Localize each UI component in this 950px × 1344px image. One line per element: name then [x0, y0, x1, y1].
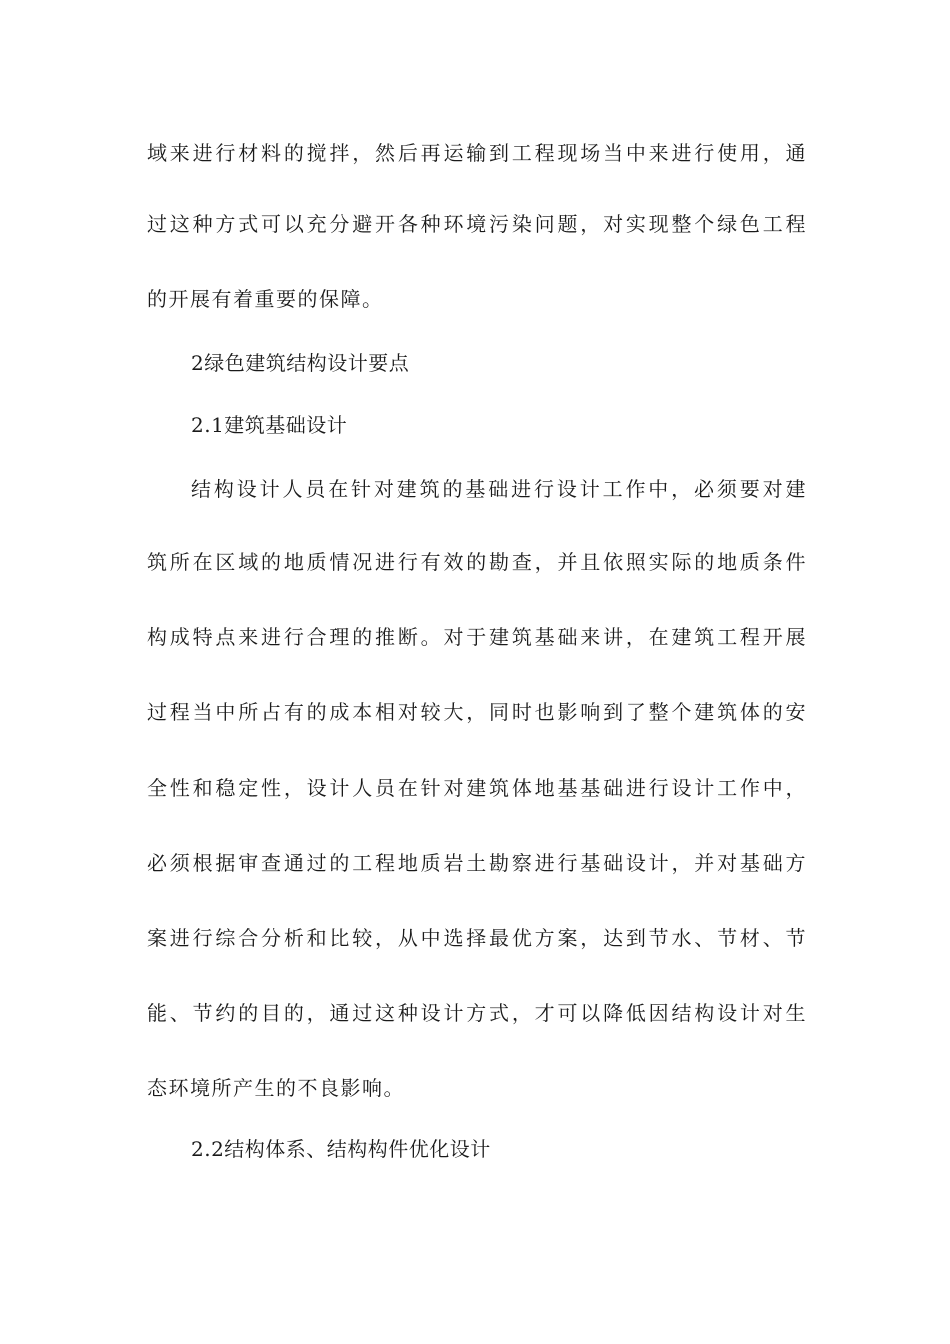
paragraph-line: 态环境所产生的不良影响。 [147, 1076, 405, 1100]
paragraph-line: 过这种方式可以充分避开各种环境污染问题，对实现整个绿色工程 [147, 212, 807, 236]
paragraph-line: 能、节约的目的，通过这种设计方式，才可以降低因结构设计对生 [147, 1001, 807, 1025]
paragraph-line: 构成特点来进行合理的推断。对于建筑基础来讲，在建筑工程开展 [147, 625, 807, 649]
paragraph-line: 全性和稳定性，设计人员在针对建筑体地基基础进行设计工作中， [147, 776, 807, 800]
paragraph-line: 案进行综合分析和比较，从中选择最优方案，达到节水、节材、节 [147, 926, 807, 950]
paragraph-line: 的开展有着重要的保障。 [147, 287, 384, 311]
paragraph-line: 过程当中所占有的成本相对较大，同时也影响到了整个建筑体的安 [147, 700, 807, 724]
paragraph-line: 结构设计人员在针对建筑的基础进行设计工作中，必须要对建 [191, 477, 807, 501]
subsection-heading: 2.2结构体系、结构构件优化设计 [191, 1137, 491, 1161]
section-heading: 2绿色建筑结构设计要点 [191, 351, 410, 375]
paragraph-line: 域来进行材料的搅拌，然后再运输到工程现场当中来进行使用，通 [147, 141, 807, 165]
paragraph-line: 筑所在区域的地质情况进行有效的勘查，并且依照实际的地质条件 [147, 550, 807, 574]
subsection-heading: 2.1建筑基础设计 [191, 413, 348, 437]
paragraph-line: 必须根据审查通过的工程地质岩土勘察进行基础设计，并对基础方 [147, 851, 807, 875]
